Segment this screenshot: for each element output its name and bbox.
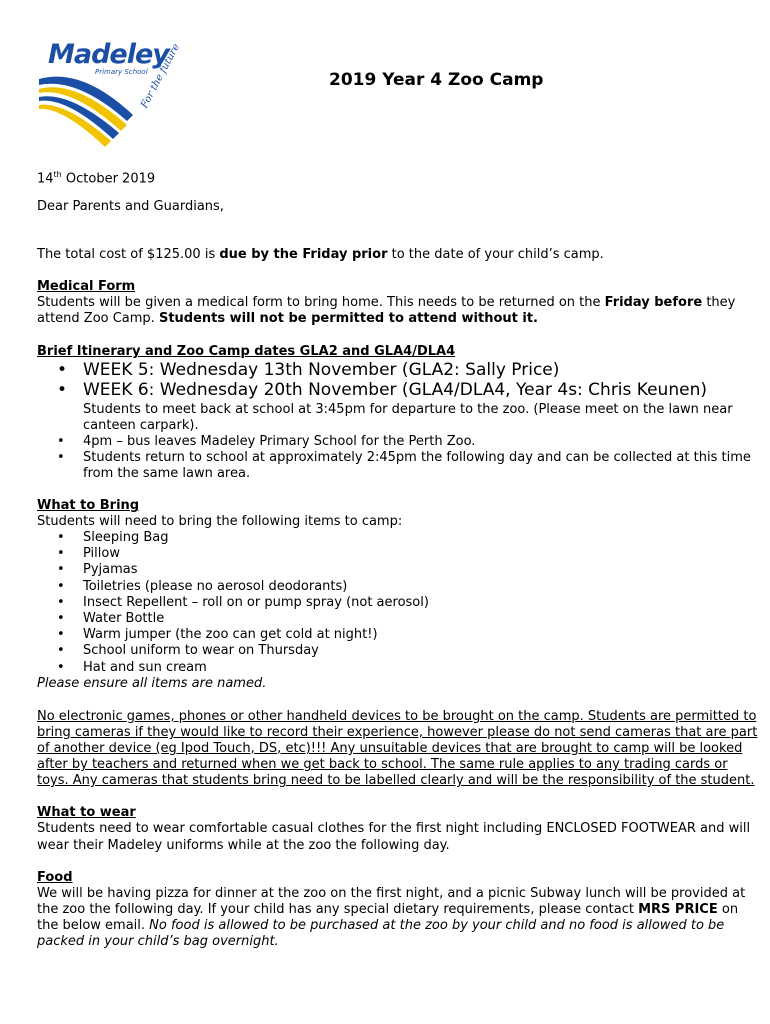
bring-heading: What to Bring	[37, 498, 140, 513]
wear-text-1: Students need to wear comfortable casual clothes for the first night including ENCLOSED FOOTWEAR and will	[37, 821, 751, 836]
food-text-1: We will be having pizza for dinner at the zoo on the first night, and a picnic Subway lunch will be provided at	[37, 886, 746, 901]
bring-item: Pyjamas	[83, 562, 138, 577]
wear-heading: What to wear	[37, 805, 136, 820]
wear-text-2: wear their Madeley uniforms while at the zoo the following day.	[37, 838, 450, 853]
itinerary-week5: WEEK 5: Wednesday 13th November (GLA2: Sally Price)	[83, 360, 560, 380]
food-text-2: the zoo the following day. If your child has any special dietary requirements, please contact MRS PRICE on	[37, 902, 739, 917]
bring-note: Please ensure all items are named.	[37, 676, 267, 691]
bullet: •	[57, 643, 65, 658]
bring-item: Warm jumper (the zoo can get cold at night!)	[83, 627, 378, 642]
bullet: •	[57, 546, 65, 561]
school-logo	[37, 35, 187, 150]
bring-intro: Students will need to bring the following items to camp:	[37, 514, 403, 529]
bring-item: School uniform to wear on Thursday	[83, 643, 319, 658]
bullet: •	[57, 530, 65, 545]
logo-tagline: For the future	[139, 42, 183, 111]
bullet: •	[57, 579, 65, 594]
itinerary-return-2: from the same lawn area.	[83, 466, 251, 481]
itinerary-bus: 4pm – bus leaves Madeley Primary School for the Perth Zoo.	[83, 434, 476, 449]
devices-text-1: No electronic games, phones or other handheld devices to be brought on the camp. Students are permitted to	[37, 709, 757, 724]
cost-notice: The total cost of $125.00 is due by the Friday prior to the date of your child’s camp.	[37, 247, 604, 262]
medical-text-1: Students will be given a medical form to bring home. This needs to be returned on the Friday before they	[37, 295, 736, 310]
food-text-3: the below email. No food is allowed to be purchased at the zoo by your child and no food is allowed to be	[37, 918, 725, 933]
devices-text-3: of another device (eg Ipod Touch, DS, etc)!!! Any unsuitable devices that are brought to camp will be looked	[37, 741, 743, 756]
itinerary-meet-1: Students to meet back at school at 3:45pm for departure to the zoo. (Please meet on the lawn near	[83, 402, 733, 417]
bring-item: Insect Repellent – roll on or pump spray (not aerosol)	[83, 595, 429, 610]
bullet: •	[57, 627, 65, 642]
bring-item: Water Bottle	[83, 611, 165, 626]
food-text-4: packed in your child’s bag overnight.	[37, 934, 279, 949]
bring-item: Toiletries (please no aerosol deodorants)	[83, 579, 348, 594]
page-title: 2019 Year 4 Zoo Camp	[329, 70, 544, 90]
logo-wordmark: Madeley	[48, 39, 169, 70]
bullet: •	[57, 360, 68, 380]
bring-item: Hat and sun cream	[83, 660, 207, 675]
devices-text-4: after by teachers and returned when we get back to school. The same rule applies to any trading cards or	[37, 757, 728, 772]
logo-subtitle: Primary School	[95, 68, 148, 76]
itinerary-heading: Brief Itinerary and Zoo Camp dates GLA2 and GLA4/DLA4	[37, 344, 456, 359]
bullet: •	[57, 660, 65, 675]
bullet: •	[57, 380, 68, 400]
bullet: •	[57, 434, 65, 449]
food-heading: Food	[37, 870, 73, 885]
bullet: •	[57, 562, 65, 577]
itinerary-return-1: Students return to school at approximately 2:45pm the following day and can be collected at this time	[83, 450, 751, 465]
itinerary-meet-2: canteen carpark).	[83, 418, 199, 433]
devices-text-2: bring cameras if they would like to record their experience, however please do not send cameras that are part	[37, 725, 758, 740]
letter-date: 14th October 2019	[37, 170, 156, 187]
bullet: •	[57, 450, 65, 465]
bullet: •	[57, 595, 65, 610]
bring-item: Sleeping Bag	[83, 530, 169, 545]
medical-heading: Medical Form	[37, 279, 136, 294]
bring-item: Pillow	[83, 546, 120, 561]
medical-text-2: attend Zoo Camp. Students will not be permitted to attend without it.	[37, 311, 538, 326]
devices-text-5: toys. Any cameras that students bring need to be labelled clearly and will be the responsibility of the student.	[37, 773, 755, 788]
itinerary-week6: WEEK 6: Wednesday 20th November (GLA4/DLA4, Year 4s: Chris Keunen)	[83, 380, 707, 400]
greeting: Dear Parents and Guardians,	[37, 199, 224, 214]
bullet: •	[57, 611, 65, 626]
